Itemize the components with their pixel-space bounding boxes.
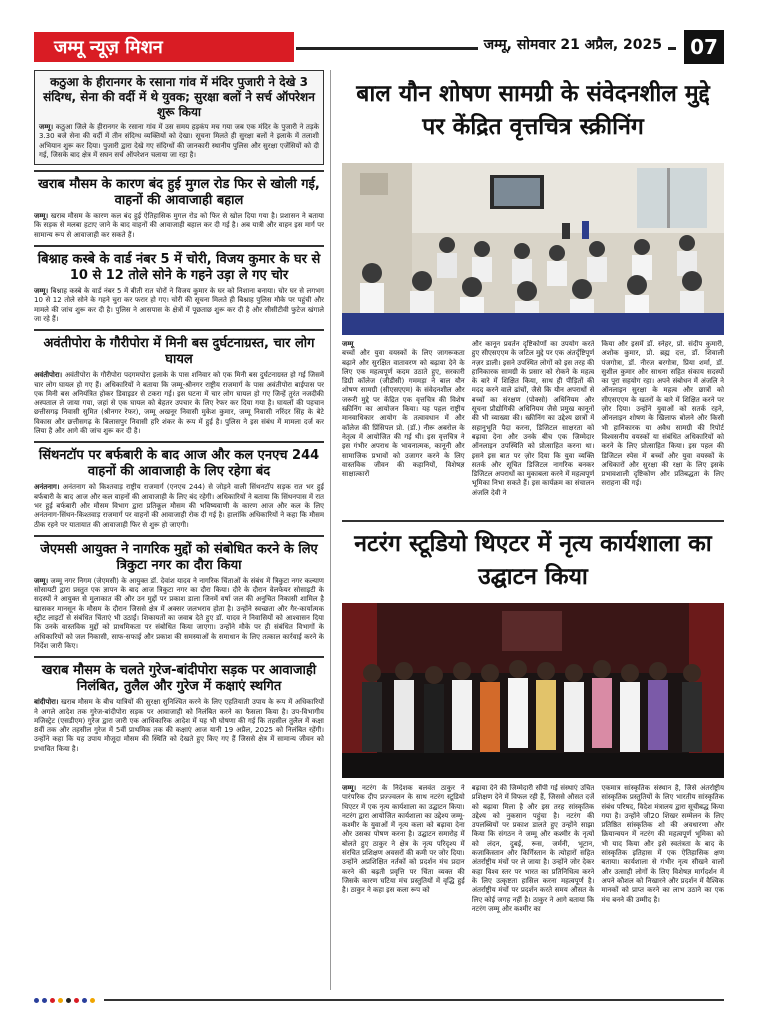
article-headline: सिंथनटॉप पर बर्फबारी के बाद आज और कल एनएच 244 वाहनों की आवाजाही के लिए रहेगा बंद [38,448,320,480]
article-text: बिश्नाह कस्बे के वार्ड नंबर 5 में बीती रात चोरों ने विजय कुमार के घर को निशाना बनाया। चोर घर से लगभग 10 से 12 तोले सोने के गहने चुरा कर फरार हो गए। चोरी की सूचना मिलते ही बिश्नाह पुलिस मौके पर पहुंची और मामले की जांच शुरू कर दी है। पुलिस ने आसपास के क्षेत्रों में पूछताछ शुरू कर दी है और सीसीटीवी फुटेज खंगाले जा रहे हैं। [34,287,324,323]
group-photo-image [342,603,724,778]
decorative-dot [82,998,87,1003]
decorative-dot [90,998,95,1003]
story-headline: बाल यौन शोषण सामग्री के संवेदनशील मुद्दे पर केंद्रित वृत्तचित्र स्क्रीनिंग [356,81,710,140]
article-dateline: अवंतीपोरा। [34,371,63,380]
decorative-dot [74,998,79,1003]
article-text: खराब मौसम के कारण कल बंद हुई ऐतिहासिक मुगल रोड को फिर से खोल दिया गया है। प्रशासन ने बताया कि सड़क से मलबा हटाए जाने के बाद वाहनों की आवाजाही बहाल कर दी गई है। अब यात्री और वाहन इस मार्ग पर सामान्य रूप से आवाजाही कर सकते हैं। [34,212,324,239]
page-number: 07 [684,30,724,64]
news-article [34,542,324,651]
news-article [34,252,324,324]
article-body [39,123,319,160]
story-column [342,340,465,515]
story-column [472,340,595,515]
classroom-screening-image [342,163,724,335]
article-dateline: बांदीपोरा। [34,698,59,707]
article-body [34,698,324,754]
article-headline: खराब मौसम के चलते गुरेज-बांदीपोरा सड़क पर आवाजाही निलंबित, तुलैल और गुरेज में कक्षाएं स्थगित [41,663,317,695]
divider [34,245,324,247]
article-text: अवंतीपोरा के गौरीपोरा पदगमपोरा इलाके के पास शनिवार को एक मिनी बस दुर्घटनाग्रस्त हो गई जिसमें चार लोग घायल हो गए हैं। अधिकारियों ने बताया कि जम्मू-श्रीनगर राष्ट्रीय राजमार्ग के पास अवंतीपोरा बाईपास पर एक मिनी बस अनियंत्रित होकर डिवाइडर से टकरा गई। इस घटना में चार लोग घायल हो गए जिन्हें तुरंत नजदीकी अस्पताल ले जाया गया, जहां से एक घायल को बेहतर उपचार के लिए रेफर कर दिया गया है। घायलों की पहचान छत्तीसगढ़ निवासी सुमित (श्रीनगर रेफर), जम्मू अखनूर निवासी मुकेश कुमार, जम्मू निवासी नरिंदर सिंह के बेटे विकास और छत्तीसगढ़ के बिलासपुर निवासी हरि शंकर के रूप में हुई है। पुलिस ने इस संबंध में मामला दर्ज कर लिया है और आगे की जांच शुरू कर दी है। [34,371,324,436]
decorative-dot [66,998,71,1003]
story-text: किया और इसमें डॉ. स्नेहर, प्रो. संदीप कुमारी, अशोक कुमार, प्रो. ब्रह्म दत्त, डॉ. शिवाली पंजगोत्रा, डॉ. नीरज बरगोत्रा, प्रिया शर्मा, डॉ. सुशील कुमार और साधना सहित संकाय सदस्यों का पूरा सहयोग रहा। अपने संबोधन में अंजलि ने ऑनलाइन सुरक्षा के महत्व और छात्रों को सीएसएएम के खतरों के बारे में शिक्षित करने पर ज़ोर दिया। उन्होंने युवाओं को सतर्क रहने, ऑनलाइन शोषण के खिलाफ बोलने और किसी भी हानिकारक या अवैध सामग्री की रिपोर्ट विश्वसनीय वयस्कों या संबंधित अधिकारियों को करने के लिए प्रोत्साहित किया। इस पहल की डिजिटल स्पेस में बच्चों और युवा वयस्कों के अधिकारों और सुरक्षा की रक्षा के लिए इसके प्रभावशाली दृष्टिकोण और प्रतिबद्धता के लिए सराहना की गई। [601,340,725,488]
article-headline: खराब मौसम के कारण बंद हुई मुगल रोड फिर से खोली गई, वाहनों की आवाजाही बहाल [38,177,320,209]
screening-photo [342,163,724,335]
article-text: कठुआ जिले के हीरानगर के रसाना गांव में उस समय हड़कंप मच गया जब एक मंदिर के पुजारी ने तड़के 3.30 बजे सेना की वर्दी में तीन संदिग्ध व्यक्तियों को देखा। सूचना मिलते ही सुरक्षा बलों ने इलाके में तलाशी अभियान शुरू कर दिया। पुजारी द्वारा देखे गए संदिग्धों की जानकारी स्थानीय पुलिस और सुरक्षा एजेंसियों को दी गई, जिसके बाद क्षेत्र में सघन सर्च ऑपरेशन चलाया जा रहा है। [39,123,319,159]
article-headline: कठुआ के हीरानगर के रसाना गांव में मंदिर पुजारी ने देखे 3 संदिग्ध, सेना की वर्दी में थे युवक; सुरक्षा बलों ने सर्च ऑपरेशन शुरू किया [43,75,315,119]
divider [34,329,324,331]
left-news-column [34,70,324,990]
divider [34,170,324,172]
story-text: नटरंग के निदेशक बलवंत ठाकुर ने पारंपरिक दीप प्रज्ज्वलन के साथ नटरंग स्टूडियो थिएटर में एक नृत्य कार्यशाला का उद्घाटन किया। नटरंग द्वारा आयोजित कार्यशाला का उद्देश्य जम्मू-कश्मीर के युवाओं में नृत्य कला को बढ़ावा देना और उसका पोषण करना है। उद्घाटन समारोह में बोलते हुए ठाकुर ने क्षेत्र के नृत्य परिदृश्य में संरचित प्रशिक्षण अवसरों की कमी पर जोर दिया। उन्होंने अप्रशिक्षित नर्तकों को प्रदर्शन मंच प्रदान करने की बढ़ती प्रवृत्ति पर चिंता व्यक्त की जिसके कारण घटिया मंच प्रस्तुतियों में वृद्धि हुई है। ठाकुर ने कहा इस कला रूप को [342,784,465,895]
article-body [34,577,324,651]
news-article [34,177,324,240]
newspaper-title: जम्मू न्यूज़ मिशन [34,32,294,62]
news-article [34,336,324,436]
edition-date: जम्मू, सोमवार 21 अप्रैल, 2025 [478,35,668,54]
article-text: जम्मू नगर निगम (जेएमसी) के आयुक्त डॉ. देवांश यादव ने नागरिक चिंताओं के संबंध में त्रिकुटा नगर कल्याण सोसायटी द्वारा प्रस्तुत एक ज्ञापन के बाद आज त्रिकुटा नगर का दौरा किया। दौरे के दौरान वेलफेयर सोसाइटी के सदस्यों ने आयुक्त से मुलाकात की और उन मुद्दों पर प्रकाश डाला जिनमें वर्षा जल की अनुचित निकासी शामिल है खासकर मानसून के मौसम के दौरान जिससे क्षेत्र में अक्सर जलभराव होता है। उन्होंने स्वच्छता और गैर-कार्यात्मक स्ट्रीट लाइटों से संबंधित चिंताएं भी उठाईं। शिकायतों का जवाब देते हुए डॉ. यादव ने निवासियों को आश्वासन दिया कि उनके वास्तविक मुद्दों को प्राथमिकता पर संबोधित किया जाएगा। उन्होंने मौके पर ही संबंधित विभागों के अधिकारियों को जल निकासी, साफ-सफाई और प्रकाश की समस्याओं के समाधान के लिए तत्काल कार्रवाई करने के निर्देश जारी किए। [34,576,324,650]
article-body [34,371,324,436]
story-dateline: जम्मू [342,340,354,348]
divider [34,441,324,443]
article-body [34,287,324,324]
story-column [472,784,595,989]
story-body-columns [342,340,724,515]
story-headline: नटरंग स्टूडियो थिएटर में नृत्य कार्यशाला का उद्घाटन किया [354,531,712,590]
divider [34,656,324,658]
article-dateline: जम्मू। [34,287,49,296]
article-dateline: जम्मू। [39,123,54,131]
article-dateline: जम्मू। [34,576,49,585]
decorative-dot [42,998,47,1003]
story-body-columns [342,784,724,989]
workshop-photo [342,603,724,778]
story-dateline: जम्मू। [342,784,357,792]
story-text: बढ़ावा देने की जिम्मेदारी सौंपी गई संस्थाएं उचित प्रशिक्षण देने में विफल रही हैं, जिससे औसत दर्जे को बढ़ावा मिला है और इस तरह सांस्कृतिक उद्देश्य को नुकसान पहुंचा है। नटरंग की उपलब्धियों पर प्रकाश डालते हुए उन्होंने साझा किया कि संगठन ने जम्मू और कश्मीर के नृत्यों को लंदन, दुबई, रूस, जर्मनी, भूटान, कजाकिस्तान और किर्गिस्तान के त्योहारों सहित अंतर्राष्ट्रीय मंचों पर ले जाया है। उन्होंने जोर देकर कहा विश्व स्तर पर भारत का प्रतिनिधित्व करने के लिए उत्कृष्टता हासिल करना महत्वपूर्ण है। अंतर्राष्ट्रीय मंचों पर प्रदर्शन करते समय औसत के लिए कोई जगह नहीं है। ठाकुर ने आगे बताया कि नटरंग जम्मू और कश्मीर का [471,784,595,913]
page-footer [34,996,724,1004]
article-headline: जेएमसी आयुक्त ने नागरिक मुद्दों को संबोधित करने के लिए त्रिकुटा नगर का दौरा किया [40,541,318,573]
article-body [34,483,324,529]
masthead [34,30,724,66]
article-text: अनंतनाग को किश्तवाड़ राष्ट्रीय राजमार्ग (एनएच 244) से जोड़ने वाली सिंथनटॉप सड़क रात भर हुई बर्फबारी के बाद आज और कल वाहनों की आवाजाही के लिए बंद रहेगी। अधिकारियों ने बताया कि सिंथनपास में रात भर हुई बर्फबारी और मौसम विभाग द्वारा प्रतिकूल मौसम की भविष्यवाणी के कारण आज और कल के लिए अनंतनाग-सिंथन-किश्तवाड़ राजमार्ग पर वाहनों की आवाजाही रोक दी गई है। हालांकि अधिकारियों ने कहा कि मौसम ठीक रहने पर यातायात की आवाजाही फिर से शुरू हो जाएगी। [34,483,324,529]
decorative-dot [34,998,39,1003]
decorative-dot [50,998,55,1003]
news-article [34,663,324,754]
story-column [601,784,724,989]
footer-rule [104,999,724,1001]
story-text: एकमात्र सांस्कृतिक संस्थान है, जिसे अंतर्राष्ट्रीय सांस्कृतिक प्रस्तुतियों के लिए भारतीय सांस्कृतिक संबंध परिषद, विदेश मंत्रालय द्वारा सूचीबद्ध किया गया है। उन्होंने जी20 शिखर सम्मेलन के लिए प्रतिष्ठित सांस्कृतिक शो की अवधारणा और क्रियान्वयन में नटरंग की महत्वपूर्ण भूमिका को भी याद किया और इसे स्वतंत्रता के बाद के सांस्कृतिक इतिहास में एक ऐतिहासिक क्षण बताया। कार्यशाला से गंभीर नृत्य सीखने वालों और उत्साही लोगों के लिए विशेषज्ञ मार्गदर्शन में अपने कौशल को निखारने और प्रदर्शन में वैश्विक मानकों को प्राप्त करने का लाभ उठाने का एक मंच बनने की उम्मीद है। [601,784,725,904]
article-dateline: जम्मू। [34,212,49,221]
news-article [34,448,324,529]
article-dateline: अनंतनाग। [34,483,60,492]
divider [34,535,324,537]
news-article [34,70,324,165]
story-column [342,784,465,989]
story-text: बच्चों और युवा वयस्कों के लिए जागरूकता बढ़ाने और सुरक्षित वातावरण को बढ़ावा देने के लिए एक महत्वपूर्ण कदम उठाते हुए, सरकारी डिग्री कॉलेज (जीडीसी) गममड़ा ने बाल यौन शोषण सामग्री (सीएसएएम) के संवेदनशील और जरूरी मुद्दे पर केंद्रित एक वृत्तचित्र की विशेष स्क्रीनिंग का आयोजन किया। यह पहल राष्ट्रीय मानवाधिकार आयोग के तत्वावधान में और कॉलेज की प्रिंसिपल प्रो. (डॉ.) नीरू अबरोल के नेतृत्व में आयोजित की गई थी। इस वृत्तचित्र ने इस गंभीर अपराध के भावनात्मक, कानूनी और सामाजिक प्रभावों को उजागर करने के लिए वास्तविक जीवन की कहानियों, विशेषज्ञ साक्षात्कारों [342,349,465,479]
section-divider [342,520,724,522]
decorative-dot [58,998,63,1003]
article-headline: बिश्नाह कस्बे के वार्ड नंबर 5 में चोरी, विजय कुमार के घर से 10 से 12 तोले सोने के गहने उड़ा ले गए चोर [37,252,321,284]
article-headline: अवंतीपोरा के गौरीपोरा में मिनी बस दुर्घटनाग्रस्त, चार लोग घायल [43,336,315,368]
article-text: खराब मौसम के बीच यात्रियों की सुरक्षा सुनिश्चित करने के लिए एहतियाती उपाय के रूप में अधिकारियों ने अगले आदेश तक गुरेज-बांदीपोरा सड़क पर आवाजाही को निलंबित करने का फैसला किया है। उप-विभागीय मजिस्ट्रेट (एसडीएम) गुरेज द्वारा जारी एक आधिकारिक आदेश में यह भी घोषणा की गई कि तहसील तुलैल में कक्षा 8वीं तक और तहसील गुरेज में 5वीं प्राथमिक तक की कक्षाएं आज यानी 19 अप्रैल, 2025 को निलंबित रहेंगी। उन्होंने कहा कि यह उपाय मौजूदा मौसम की स्थिति को देखते हुए किए गए हैं जिससे क्षेत्र में सामान्य जीवन को प्रभावित किया है। [34,698,324,753]
story-column [601,340,724,515]
article-body [34,212,324,240]
column-divider [330,70,331,990]
story-text: और कानून प्रवर्तन दृष्टिकोणों का उपयोग करते हुए सीएसएएम के जटिल मुद्दे पर एक अंतर्दृष्टिपूर्ण नज़र डाली। इसने उपस्थित लोगों को इस तरह की हानिकारक सामग्री के प्रसार को रोकने के महत्व के बारे में शिक्षित किया, साथ ही पीड़ितों की मदद करने वाले ढांचों, जैसे कि यौन अपराधों से बच्चों का संरक्षण (पोक्सो) अधिनियम और सूचना प्रौद्योगिकी अधिनियम जैसे प्रमुख कानूनों की भी व्याख्या की। स्क्रीनिंग का उद्देश्य छात्रों में सहानुभूति पैदा करना, डिजिटल साक्षरता को बढ़ावा देना और उनके बीच एक जिम्मेदार ऑनलाइन उपस्थिति को प्रोत्साहित करना था। इसने इस बात पर ज़ोर दिया कि युवा व्यक्ति सतर्क और सूचित डिजिटल नागरिक बनकर डिजिटल अपराधों का मुकाबला करने में महत्वपूर्ण भूमिका निभा सकते हैं। इस कार्यक्रम का संचालन अंजलि देवी ने [471,340,595,497]
